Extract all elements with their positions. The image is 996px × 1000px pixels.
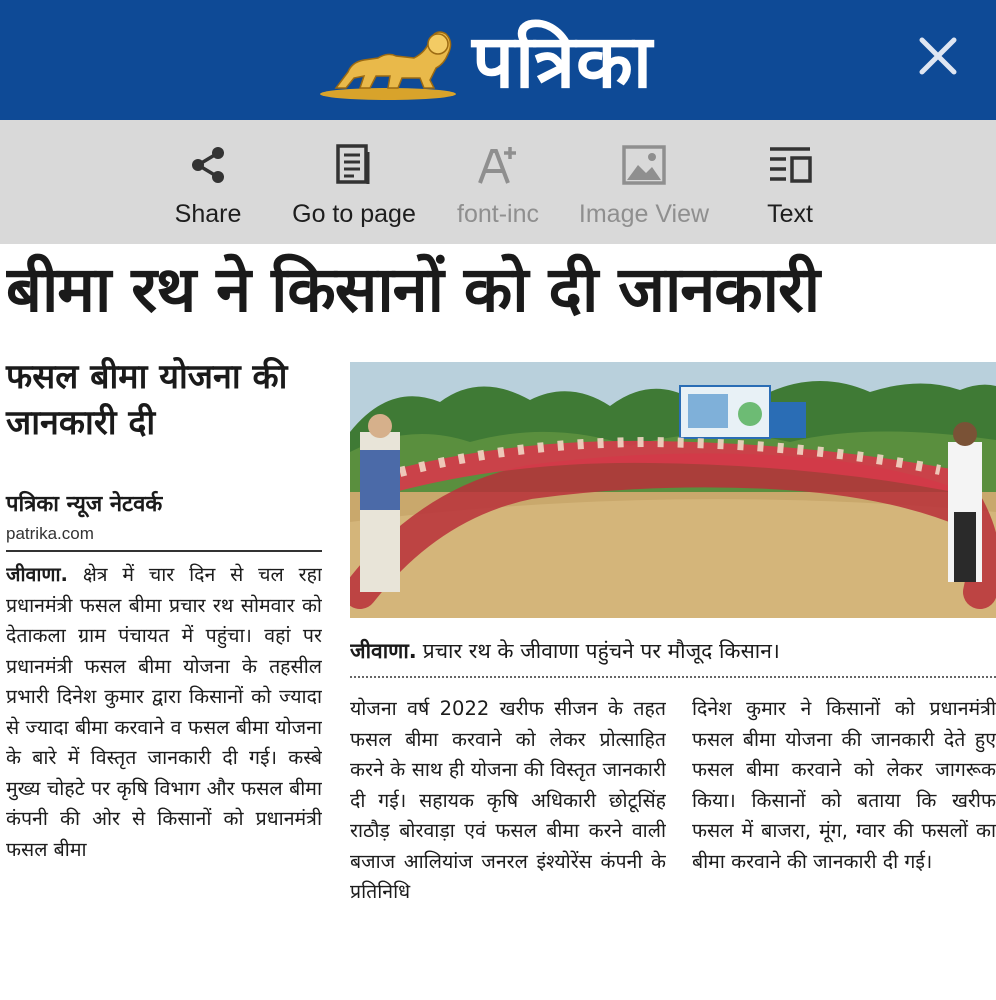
lion-logo-icon xyxy=(318,22,458,102)
text-view-button[interactable] xyxy=(760,120,820,244)
share-label: Share xyxy=(174,200,242,228)
font-increase-label: font-inc xyxy=(457,200,539,228)
article-headline: बीमा रथ ने किसानों को दी जानकारी xyxy=(6,253,820,326)
brand-name: पत्रिका xyxy=(472,19,654,105)
caption-text: प्रचार रथ के जीवाणा पहुंचने पर मौजूद किसान। xyxy=(422,639,780,663)
farmers-photo-illustration xyxy=(350,362,996,618)
article-subhead: फसल बीमा योजना की जानकारी दी xyxy=(6,357,288,443)
text-view-icon xyxy=(768,145,812,185)
image-view-button[interactable] xyxy=(574,120,714,244)
article-byline: पत्रिका न्यूज नेटवर्क xyxy=(6,492,163,517)
go-to-page-button[interactable] xyxy=(288,120,420,244)
app-header xyxy=(0,0,996,120)
share-icon xyxy=(188,145,228,185)
close-icon xyxy=(918,36,958,76)
article-column-2: योजना वर्ष 2022 खरीफ सीजन के तहत फसल बीमा करवाने को लेकर प्रोत्साहित करने के साथ ही योजना की विस्तृत जानकारी दी गई। सहायक कृषि अधिकारी छोटूसिंह राठौड़ बोरवाड़ा एवं फसल बीमा करने वाली बजाज आलियांज जनरल इंश्योरेंस कंपनी के प्रतिनिधि xyxy=(350,697,666,903)
article-photo xyxy=(350,362,996,618)
share-button[interactable] xyxy=(170,120,246,244)
font-increase-button[interactable] xyxy=(450,120,546,244)
image-icon xyxy=(622,145,666,185)
photo-caption xyxy=(350,634,996,668)
article-column-1 xyxy=(6,560,322,960)
font-increase-icon xyxy=(476,143,520,187)
close-button[interactable] xyxy=(908,26,968,86)
text-view-label: Text xyxy=(767,200,813,228)
page-icon xyxy=(334,143,374,187)
byline-divider xyxy=(6,550,322,552)
reader-toolbar xyxy=(0,120,996,244)
brand-logo xyxy=(318,14,698,110)
caption-divider xyxy=(350,676,996,678)
go-to-page-label: Go to page xyxy=(292,200,416,228)
image-view-label: Image View xyxy=(578,200,710,228)
caption-dateline: जीवाणा. xyxy=(350,639,417,663)
article-site: patrika.com xyxy=(6,524,94,543)
article-column-3: दिनेश कुमार ने किसानों को प्रधानमंत्री फसल बीमा योजना की जानकारी देते हुए फसल बीमा करवाने को लेकर जागरूक किया। किसानों को बताया कि खरीफ फसल में बाजरा, मूंग, ग्वार की फसलों का बीमा करवाने की जानकारी दी गई। xyxy=(692,697,996,873)
column-1-text: क्षेत्र में चार दिन से चल रहा प्रधानमंत्री फसल बीमा प्रचार रथ सोमवार को देताकला ग्राम पंचायत में पहुंचा। वहां पर प्रधानमंत्री फसल बीमा योजना के तहसील प्रभारी दिनेश कुमार द्वारा किसानों को ज्यादा से ज्यादा बीमा करवाने व फसल बीमा योजना के बारे में विस्तृत जानकारी दी गई। कस्बे मुख्य चोहटे पर कृषि विभाग और फसल बीमा कंपनी की ओर से किसानों को प्रधानमंत्री फसल बीमा xyxy=(6,563,322,861)
article-dateline: जीवाणा. xyxy=(6,563,68,586)
